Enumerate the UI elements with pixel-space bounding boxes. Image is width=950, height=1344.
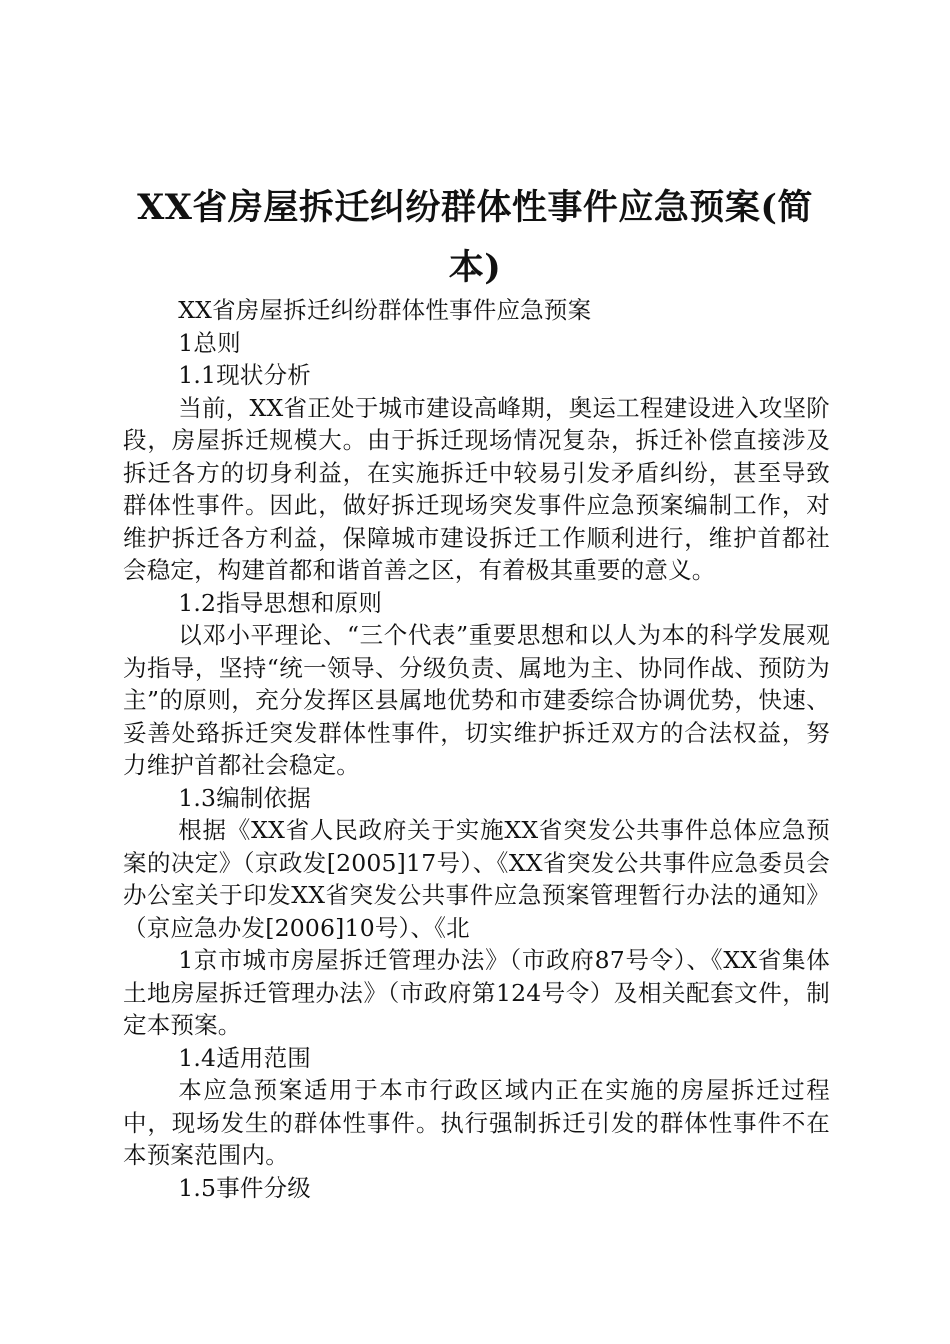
paragraph-1-1: 当前，XX省正处于城市建设高峰期，奥运工程建设进入攻坚阶段，房屋拆迁规模大。由于拆迁现场情况复杂，拆迁补偿直接涉及拆迁各方的切身利益，在实施拆迁中较易引发矛盾纠纷，甚至导致群体性事件。因此，做好拆迁现场突发事件应急预案编制工作，对维护拆迁各方利益，保障城市建设拆迁工作顺利进行，维护首都社会稳定，构建首都和谐首善之区，有着极其重要的意义。	[123, 393, 830, 584]
section-heading-1-1: 1.1现状分析	[178, 361, 311, 389]
paragraph-1-3-part-2: 1京市城市房屋拆迁管理办法》（市政府87号令）、《XX省集体土地房屋拆迁管理办法》（市政府第124号令）及相关配套文件，制定本预案。	[123, 946, 830, 1039]
section-heading-1-2: 1.2指导思想和原则	[178, 588, 383, 617]
paragraph-1-3-part-1: 根据《XX省人民政府关于实施XX省突发公共事件总体应急预案的决定》（京政发[2005]17号）、《XX省突发公共事件应急委员会办公室关于印发XX省突发公共事件应急预案管理暂行办法的通知》（京应急办发[2006]10号）、《北	[123, 816, 830, 942]
document-title: XX省房屋拆迁纠纷群体性事件应急预案(简本)	[137, 187, 813, 288]
paragraph-1-2: 以邓小平理论、“三个代表”重要思想和以人为本的科学发展观为指导，坚持“统一领导、分级负责、属地为主、协同作战、预防为主”的原则，充分发挥区县属地优势和市建委综合协调优势，快速、妥善处臵拆迁突发群体性事件，切实维护拆迁双方的合法权益，努力维护首都社会稳定。	[123, 621, 830, 779]
subtitle: XX省房屋拆迁纠纷群体性事件应急预案	[178, 296, 592, 324]
section-heading-1-5: 1.5事件分级	[178, 1173, 311, 1202]
section-heading-1-4: 1.4适用范围	[178, 1043, 311, 1072]
document-body	[123, 294, 830, 1204]
paragraph-1-4: 本应急预案适用于本市行政区域内正在实施的房屋拆迁过程中，现场发生的群体性事件。执行强制拆迁引发的群体性事件不在本预案范围内。	[123, 1076, 830, 1169]
section-heading-1: 1总则	[178, 328, 241, 357]
section-heading-1-3: 1.3编制依据	[178, 783, 311, 812]
